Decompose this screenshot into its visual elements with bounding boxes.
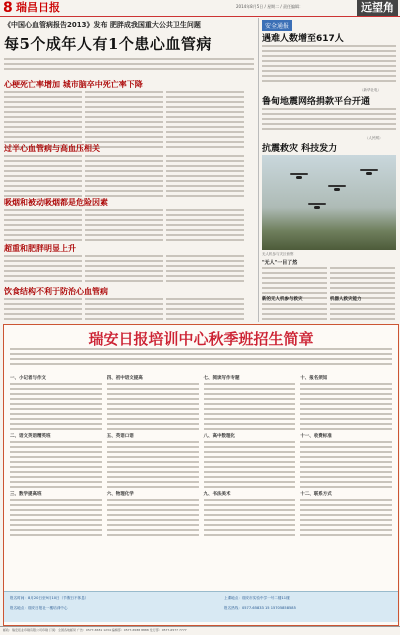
drone-icon [308, 203, 326, 210]
right-text-2 [262, 108, 396, 138]
ad-headline: 瑞安日报培训中心秋季班招生简章 [88, 330, 314, 348]
ad-subhead: 八、高中数理化 [203, 434, 235, 439]
text-block-5 [4, 298, 244, 323]
ad-subhead: 九、书法美术 [203, 492, 231, 497]
ad-footer [4, 591, 398, 622]
ad-columns [10, 373, 392, 539]
ad-column-2 [107, 373, 199, 539]
drone-icon [328, 185, 346, 192]
training-center-ad [3, 324, 399, 626]
right-headline-2: 鲁甸地震网络捐款平台开通 [262, 97, 371, 107]
dateline: 2014年8月5日 / 星期二 / 责任编辑： [236, 4, 304, 9]
masthead [0, 0, 400, 17]
bottom-info-line: 邮政：瑞安报业印刷有限公司印刷 订阅：全国各地邮局 广告：0577-6581 1234 编辑部：0577-6588 8888 发行部：0577-6577 7777 [0, 626, 400, 635]
text-block-4 [4, 255, 244, 285]
subhead-3: 吸烟和被动吸烟都是危险因素 [4, 198, 108, 207]
subhead-4: 超重和肥胖明显上升 [4, 244, 76, 253]
ad-subhead: 五、英语口语 [106, 434, 134, 439]
ad-subhead: 七、阅读写作专题 [203, 376, 240, 381]
ad-column-1 [10, 373, 102, 539]
ad-subhead: 十、报名须知 [300, 376, 328, 381]
subhead-1: 心梗死亡率增加 城市脑卒中死亡率下降 [4, 80, 143, 89]
news-tag: 安全通报 [262, 20, 292, 31]
right-credit-2: （人民网） [365, 136, 383, 140]
ad-subhead: 十一、收费标准 [300, 434, 332, 439]
ad-column-4 [300, 373, 392, 539]
right-headline-1: 遇难人数增至617人 [262, 34, 344, 44]
drone-photo [262, 155, 396, 250]
page-number: 8 [3, 0, 13, 16]
ad-subhead: 二、语文英语精英班 [10, 434, 51, 439]
quote-head: "无人"一目了然 [262, 260, 298, 266]
ad-subhead: 四、初中语文提高 [106, 376, 143, 381]
right-text-4 [262, 303, 395, 323]
ad-subhead: 三、数学提高班 [10, 492, 42, 497]
text-block-3 [4, 209, 244, 244]
photo-caption: 无人机参与灾区侦察 [262, 252, 294, 256]
right-headline-3: 抗震救灾 科技发力 [262, 144, 338, 154]
ad-footer-class-place: 上课地点：瑞安市实验中学一号二楼11楼 [224, 596, 290, 600]
subhead-2: 过半心血管病与高血压相关 [4, 144, 100, 153]
drone-icon [360, 169, 378, 176]
lead-intro-text [4, 58, 254, 76]
side-head-2: 机器人救灾能力 [330, 297, 362, 302]
column-rule [258, 18, 259, 322]
ad-footer-time: 报名时间：8月20日至9月10日（节假日不休息） [10, 596, 89, 600]
subhead-5: 饮食结构不利于防治心血管病 [4, 287, 108, 296]
ad-intro-text [10, 348, 392, 370]
ad-subhead: 一、小记者与作文 [10, 376, 46, 381]
ad-column-3 [204, 373, 296, 539]
text-block-1 [4, 91, 244, 151]
paper-name: 瑞昌日报 [16, 1, 60, 14]
section-label: 远望角 [357, 0, 398, 16]
ad-footer-place: 报名地点：瑞安日报社一楼培训中心 [10, 606, 68, 610]
right-credit-1: （新华社电） [360, 88, 381, 92]
ad-subhead: 十二、联系方式 [300, 492, 332, 497]
text-block-2 [4, 155, 244, 200]
right-text-1 [262, 45, 396, 89]
lead-headline: 每5个成年人有1个患心血管病 [4, 35, 212, 53]
ad-footer-hotline: 报名热线：0577-65833 15 15705858585 [224, 606, 296, 610]
ad-subhead: 六、物理化学 [106, 492, 134, 497]
drone-icon [290, 173, 308, 180]
side-head-1: 新的无人机参与救灾 [262, 297, 303, 302]
lead-kicker: 《中国心血管病报告2013》发布 肥胖成我国重大公共卫生问题 [4, 21, 201, 29]
